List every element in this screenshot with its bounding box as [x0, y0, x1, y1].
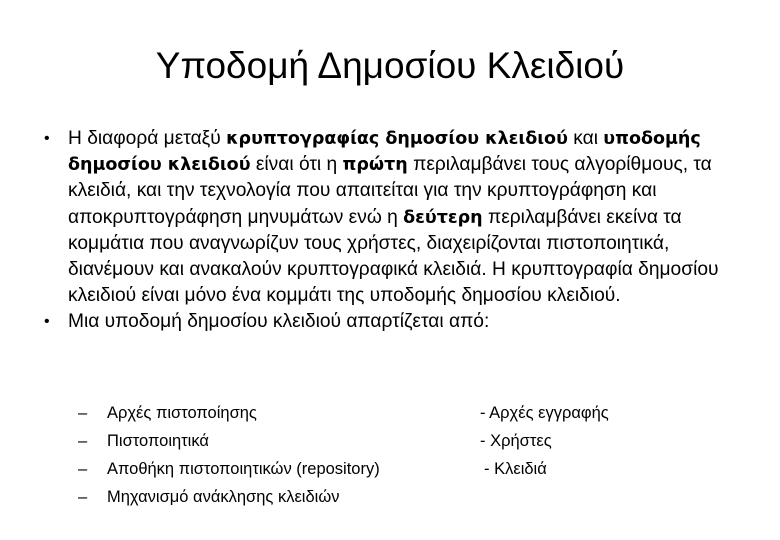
component-left: Αποθήκη πιστοποιητικών (repository) [107, 460, 380, 478]
component-list [78, 399, 738, 511]
bullet-text-span: περιλαμβάνει εκείνα τα κομμάτια που αναγνωρίζυν τους χρήστες, διαχειρίζονται πιστοποιητικά, διανέμουν και ανακαλούν κρυπτογραφικά κλειδιά. Η κρυπτογραφία δημοσίου κλειδιού είναι μόνο ένα κομμάτι της υποδομής δημοσίου κλειδιού. [68, 206, 719, 307]
dash-marker: – [78, 460, 88, 478]
bold-term: κρυπτογραφίας δημοσίου κλειδιού [226, 129, 568, 149]
bullet-text: Μια υποδομή δημοσίου κλειδιού απαρτίζεται από: [68, 311, 490, 333]
component-row [78, 399, 738, 427]
bullet-text [68, 128, 719, 306]
dash-marker: – [78, 432, 88, 450]
bullet-item [44, 309, 734, 335]
bullet-text-span: είναι ότι η [250, 154, 343, 176]
component-row [78, 483, 738, 511]
bold-term: δεύτερη [403, 207, 483, 228]
bullet-text-span: Η διαφορά μεταξύ [68, 128, 227, 149]
bullet-item [44, 126, 734, 309]
component-left: Μηχανισμό ανάκλησης κλειδιών [107, 488, 340, 506]
bullet-marker: • [44, 130, 50, 147]
component-left: Πιστοποιητικά [107, 432, 209, 450]
component-right: - Αρχές εγγραφής [480, 404, 609, 422]
component-row [78, 427, 738, 455]
bullet-text-span: περιλαμβάνει τους αλγορίθμους, τα κλειδιά, και την τεχνολογία που απαιτείται για την κρυπτογράφηση και αποκρυπτογράφηση μηνυμάτων ενώ η [68, 154, 712, 228]
bullet-text-span: και [567, 128, 604, 149]
component-right: - Χρήστες [480, 432, 552, 450]
slide-title: Υποδομή Δημοσίου Κλειδιού [155, 45, 625, 86]
component-right: - Κλειδιά [484, 460, 547, 478]
bullet-list [44, 126, 734, 336]
bullet-marker: • [44, 313, 50, 331]
bold-term: πρώτη [342, 155, 408, 176]
dash-marker: – [78, 404, 88, 422]
component-left: Αρχές πιστοποίησης [107, 404, 257, 422]
bold-term: υποδομής δημοσίου κλειδιού [68, 129, 701, 176]
component-row [78, 455, 738, 483]
dash-marker: – [78, 488, 88, 506]
